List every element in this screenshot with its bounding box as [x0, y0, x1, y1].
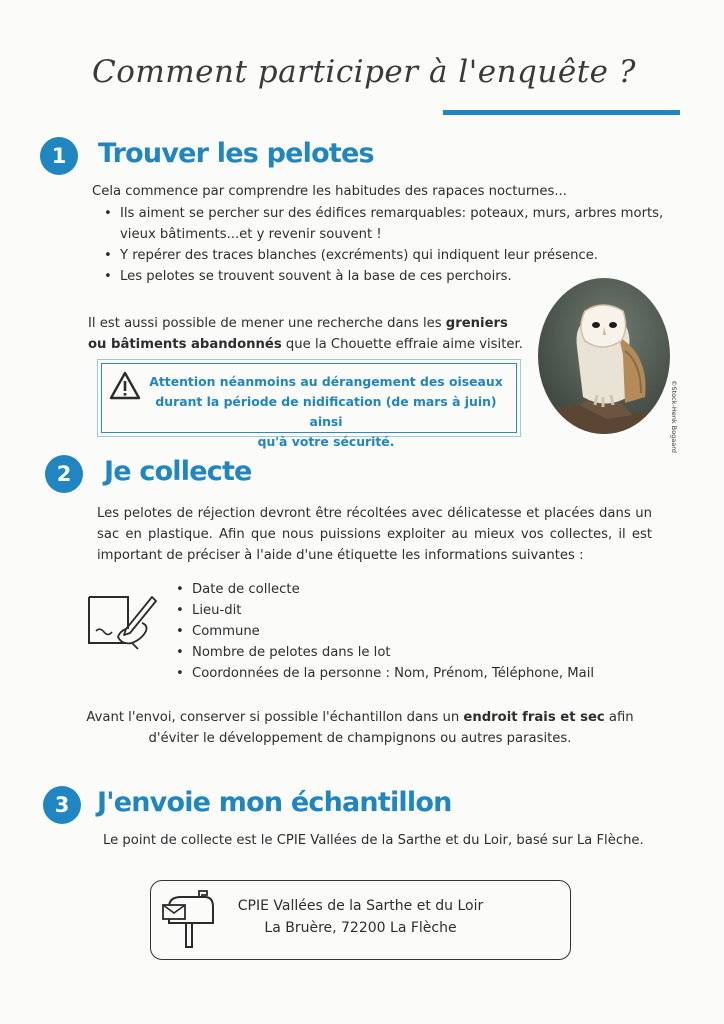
- advice-bold: endroit frais et sec: [463, 710, 605, 725]
- advice-line2: d'éviter le développement de champignons ou autres parasites.: [148, 731, 572, 746]
- list-item: • Coordonnées de la personne : Nom, Prénom, Téléphone, Mail: [172, 663, 652, 684]
- para-text: Il est aussi possible de mener une recherche dans les: [88, 316, 446, 331]
- storage-advice: [60, 707, 660, 749]
- address-line: La Bruère, 72200 La Flèche: [264, 920, 457, 936]
- section-heading-collect: Je collecte: [104, 456, 252, 487]
- warning-text: [142, 372, 510, 452]
- photo-credit: ©Stock-Henk Bogaard: [670, 380, 678, 453]
- step-number-3: 3: [43, 786, 81, 824]
- step-number-2: 2: [45, 455, 83, 493]
- section3-intro: Le point de collecte est le CPIE Vallées de la Sarthe et du Loir, basé sur La Flèche.: [103, 833, 644, 848]
- page-title: Comment participer à l'enquête ?: [92, 54, 636, 90]
- warning-line: durant la période de nidification (de mars à juin) ainsi: [155, 394, 497, 429]
- list-item: • Les pelotes se trouvent souvent à la base de ces perchoirs.: [100, 266, 685, 287]
- address-text: [151, 895, 570, 939]
- advice-text: Avant l'envoi, conserver si possible l'échantillon dans un: [86, 710, 464, 725]
- section1-paragraph: [88, 313, 528, 355]
- list-item: • Lieu-dit: [172, 600, 652, 621]
- writing-hand-icon: [86, 591, 158, 655]
- list-item: • Nombre de pelotes dans le lot: [172, 642, 652, 663]
- warning-icon: [108, 370, 142, 406]
- list-item: • Ils aiment se percher sur des édifices remarquables: poteaux, murs, arbres morts, vieux bâtiments...et y revenir souvent !: [100, 203, 685, 245]
- list-item: • Y repérer des traces blanches (excréments) qui indiquent leur présence.: [100, 245, 685, 266]
- warning-line: qu'à votre sécurité.: [257, 434, 395, 449]
- warning-line: Attention néanmoins au dérangement des oiseaux: [149, 374, 503, 389]
- para-bold-buildings: ou bâtiments abandonnés: [88, 337, 282, 352]
- section1-bullets: [100, 203, 685, 287]
- step-number-1: 1: [40, 137, 78, 175]
- section1-intro: Cela commence par comprendre les habitudes des rapaces nocturnes...: [92, 184, 567, 199]
- collect-info-list: [172, 579, 652, 684]
- address-box: [150, 880, 571, 960]
- warning-box: [97, 359, 521, 449]
- title-underline: [443, 110, 680, 115]
- advice-text-end: afin: [604, 710, 634, 725]
- list-item: • Commune: [172, 621, 652, 642]
- warning-box-border: [101, 363, 517, 449]
- list-item: • Date de collecte: [172, 579, 652, 600]
- section-heading-send: J'envoie mon échantillon: [97, 787, 452, 818]
- section2-paragraph: Les pelotes de réjection devront être récoltées avec délicatesse et placées dans un sac en plastique. Afin que nous puissions exploiter au mieux vos collectes, il est important de préciser à l'aide d'une étiquette les informations suivantes :: [97, 506, 652, 563]
- para-bold-greniers: greniers: [445, 316, 508, 331]
- barn-owl-photo: [537, 277, 672, 439]
- address-line: CPIE Vallées de la Sarthe et du Loir: [237, 898, 484, 914]
- para-text-end: que la Chouette effraie aime visiter.: [281, 337, 523, 352]
- section-heading-find: Trouver les pelotes: [98, 138, 374, 169]
